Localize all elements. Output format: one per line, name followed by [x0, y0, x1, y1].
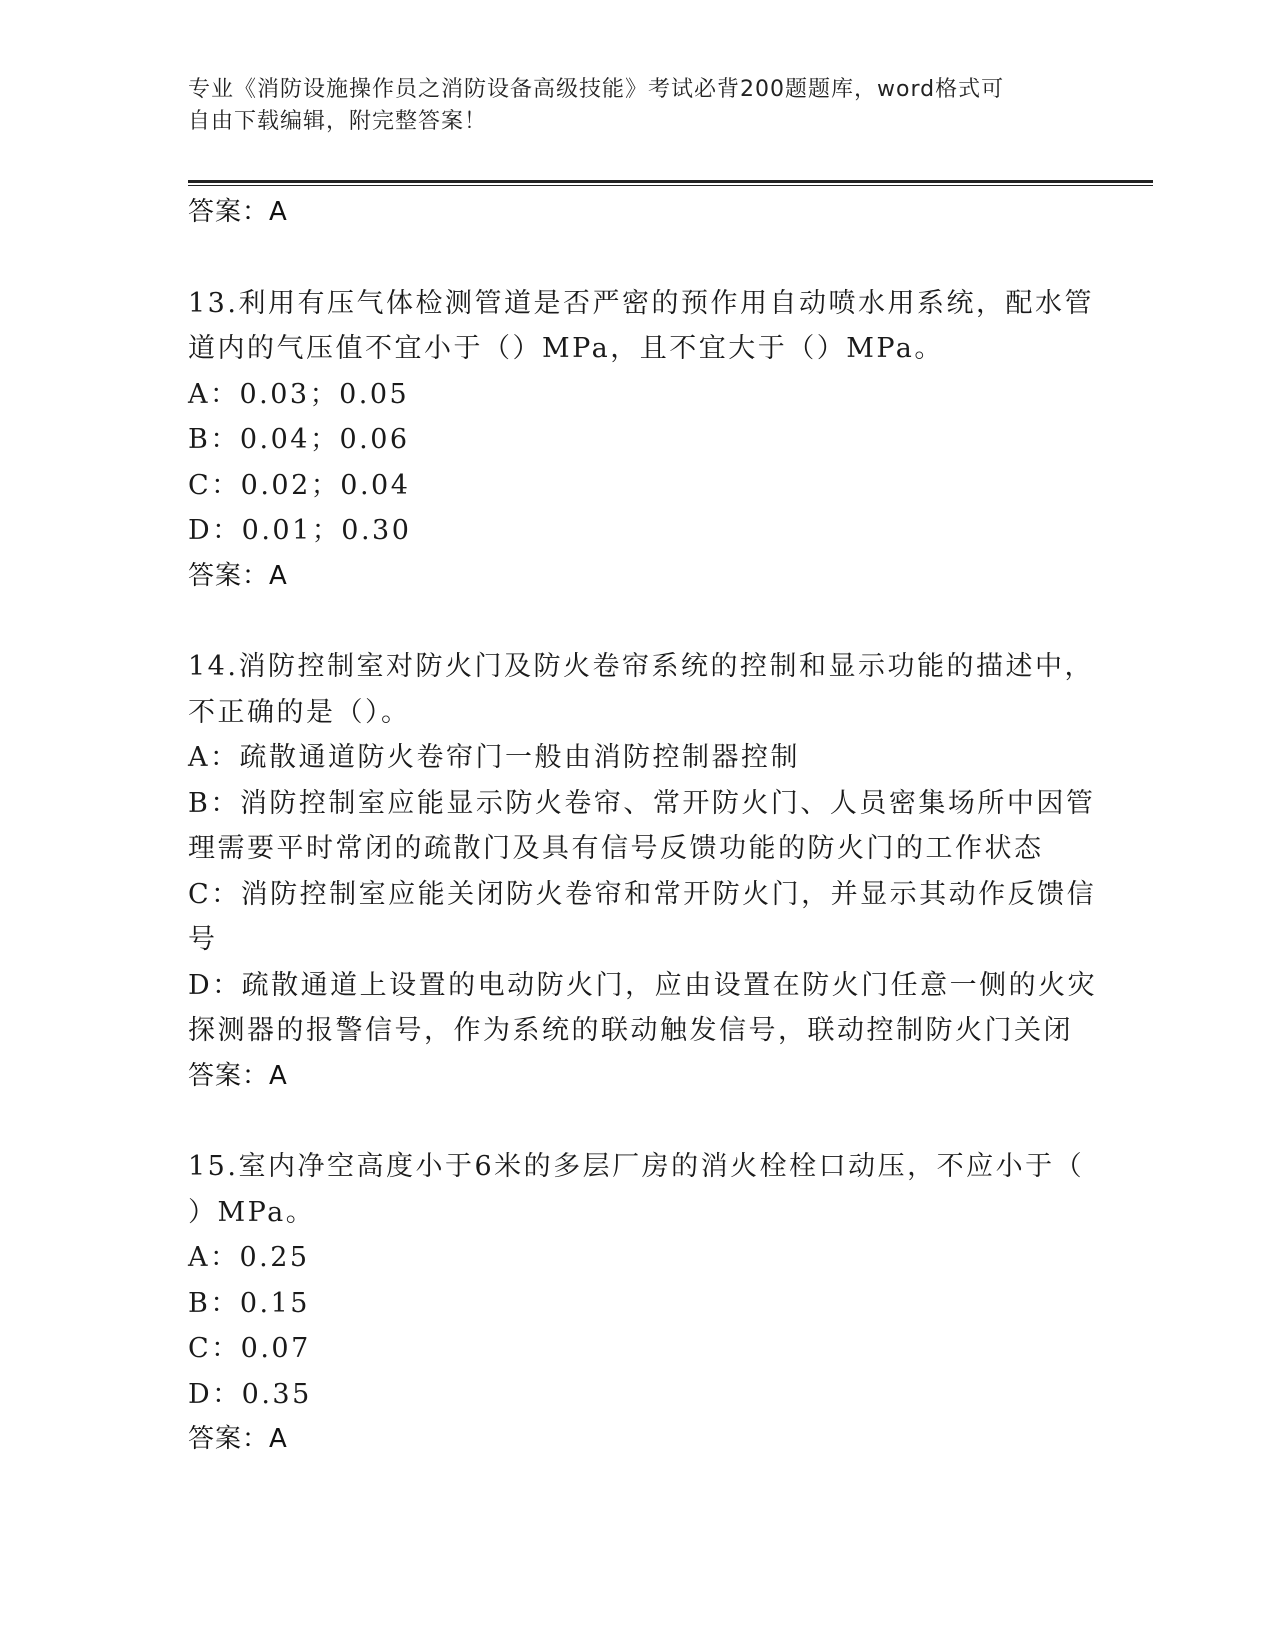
option-d: D：0.35	[188, 1378, 312, 1410]
answer-label: 答案：A	[188, 1060, 288, 1091]
option-c: C：0.07	[188, 1333, 311, 1364]
option-b: B：消防控制室应能显示防火卷帘、常开防火门、人员密集场所中因管	[188, 787, 1096, 819]
question-list	[188, 190, 1098, 1463]
spacer	[188, 236, 1088, 281]
spacer	[188, 599, 1088, 644]
question-block	[188, 281, 1094, 600]
option-d-continued: 探测器的报警信号，作为系统的联动触发信号，联动控制防火门关闭	[188, 1015, 1073, 1046]
option-b: B：0.04；0.06	[188, 424, 410, 455]
header-line-2: 自由下载编辑，附完整答案！	[188, 109, 488, 134]
option-c: C：0.02；0.04	[188, 469, 411, 501]
option-d: D：0.01；0.30	[188, 515, 412, 546]
answer-label: 答案：A	[188, 560, 288, 591]
page-header	[188, 74, 1088, 138]
spacer	[188, 1099, 1088, 1144]
question-stem-line: 13.利用有压气体检测管道是否严密的预作用自动喷水用系统，配水管	[188, 287, 1094, 319]
answer-label: 答案：A	[188, 1424, 288, 1454]
question-stem-line: 不正确的是（）。	[188, 696, 411, 728]
option-a: A：疏散通道防火卷帘门一般由消防控制器控制	[188, 742, 800, 773]
option-b: B：0.15	[188, 1287, 310, 1319]
question-block	[188, 644, 1098, 1099]
header-divider-thick	[188, 180, 1153, 183]
question-block	[188, 1144, 1088, 1463]
option-d: D：疏散通道上设置的电动防火门，应由设置在防火门任意一侧的火灾	[188, 969, 1098, 1001]
question-stem-line: 道内的气压值不宜小于（）MPa，且不宜大于（）MPa。	[188, 333, 944, 364]
option-c: C：消防控制室应能关闭防火卷帘和常开防火门，并显示其动作反馈信	[188, 878, 1097, 910]
option-a: A：0.03；0.05	[188, 378, 410, 410]
question-stem-line: 15.室内净空高度小于6米的多层厂房的消火栓栓口动压，不应小于（	[188, 1151, 1085, 1182]
header-line-1: 专业《消防设施操作员之消防设备高级技能》考试必背200题题库，word格式可	[188, 77, 1005, 102]
answer-label: 答案：A	[188, 197, 288, 227]
option-b-continued: 理需要平时常闭的疏散门及具有信号反馈功能的防火门的工作状态	[188, 833, 1044, 864]
option-a: A：0.25	[188, 1242, 310, 1273]
question-stem-line: ）MPa。	[188, 1196, 316, 1228]
header-divider-thin	[188, 185, 1153, 186]
question-stem-line: 14.消防控制室对防火门及防火卷帘系统的控制和显示功能的描述中，	[188, 651, 1094, 682]
option-c-continued: 号	[188, 924, 218, 955]
